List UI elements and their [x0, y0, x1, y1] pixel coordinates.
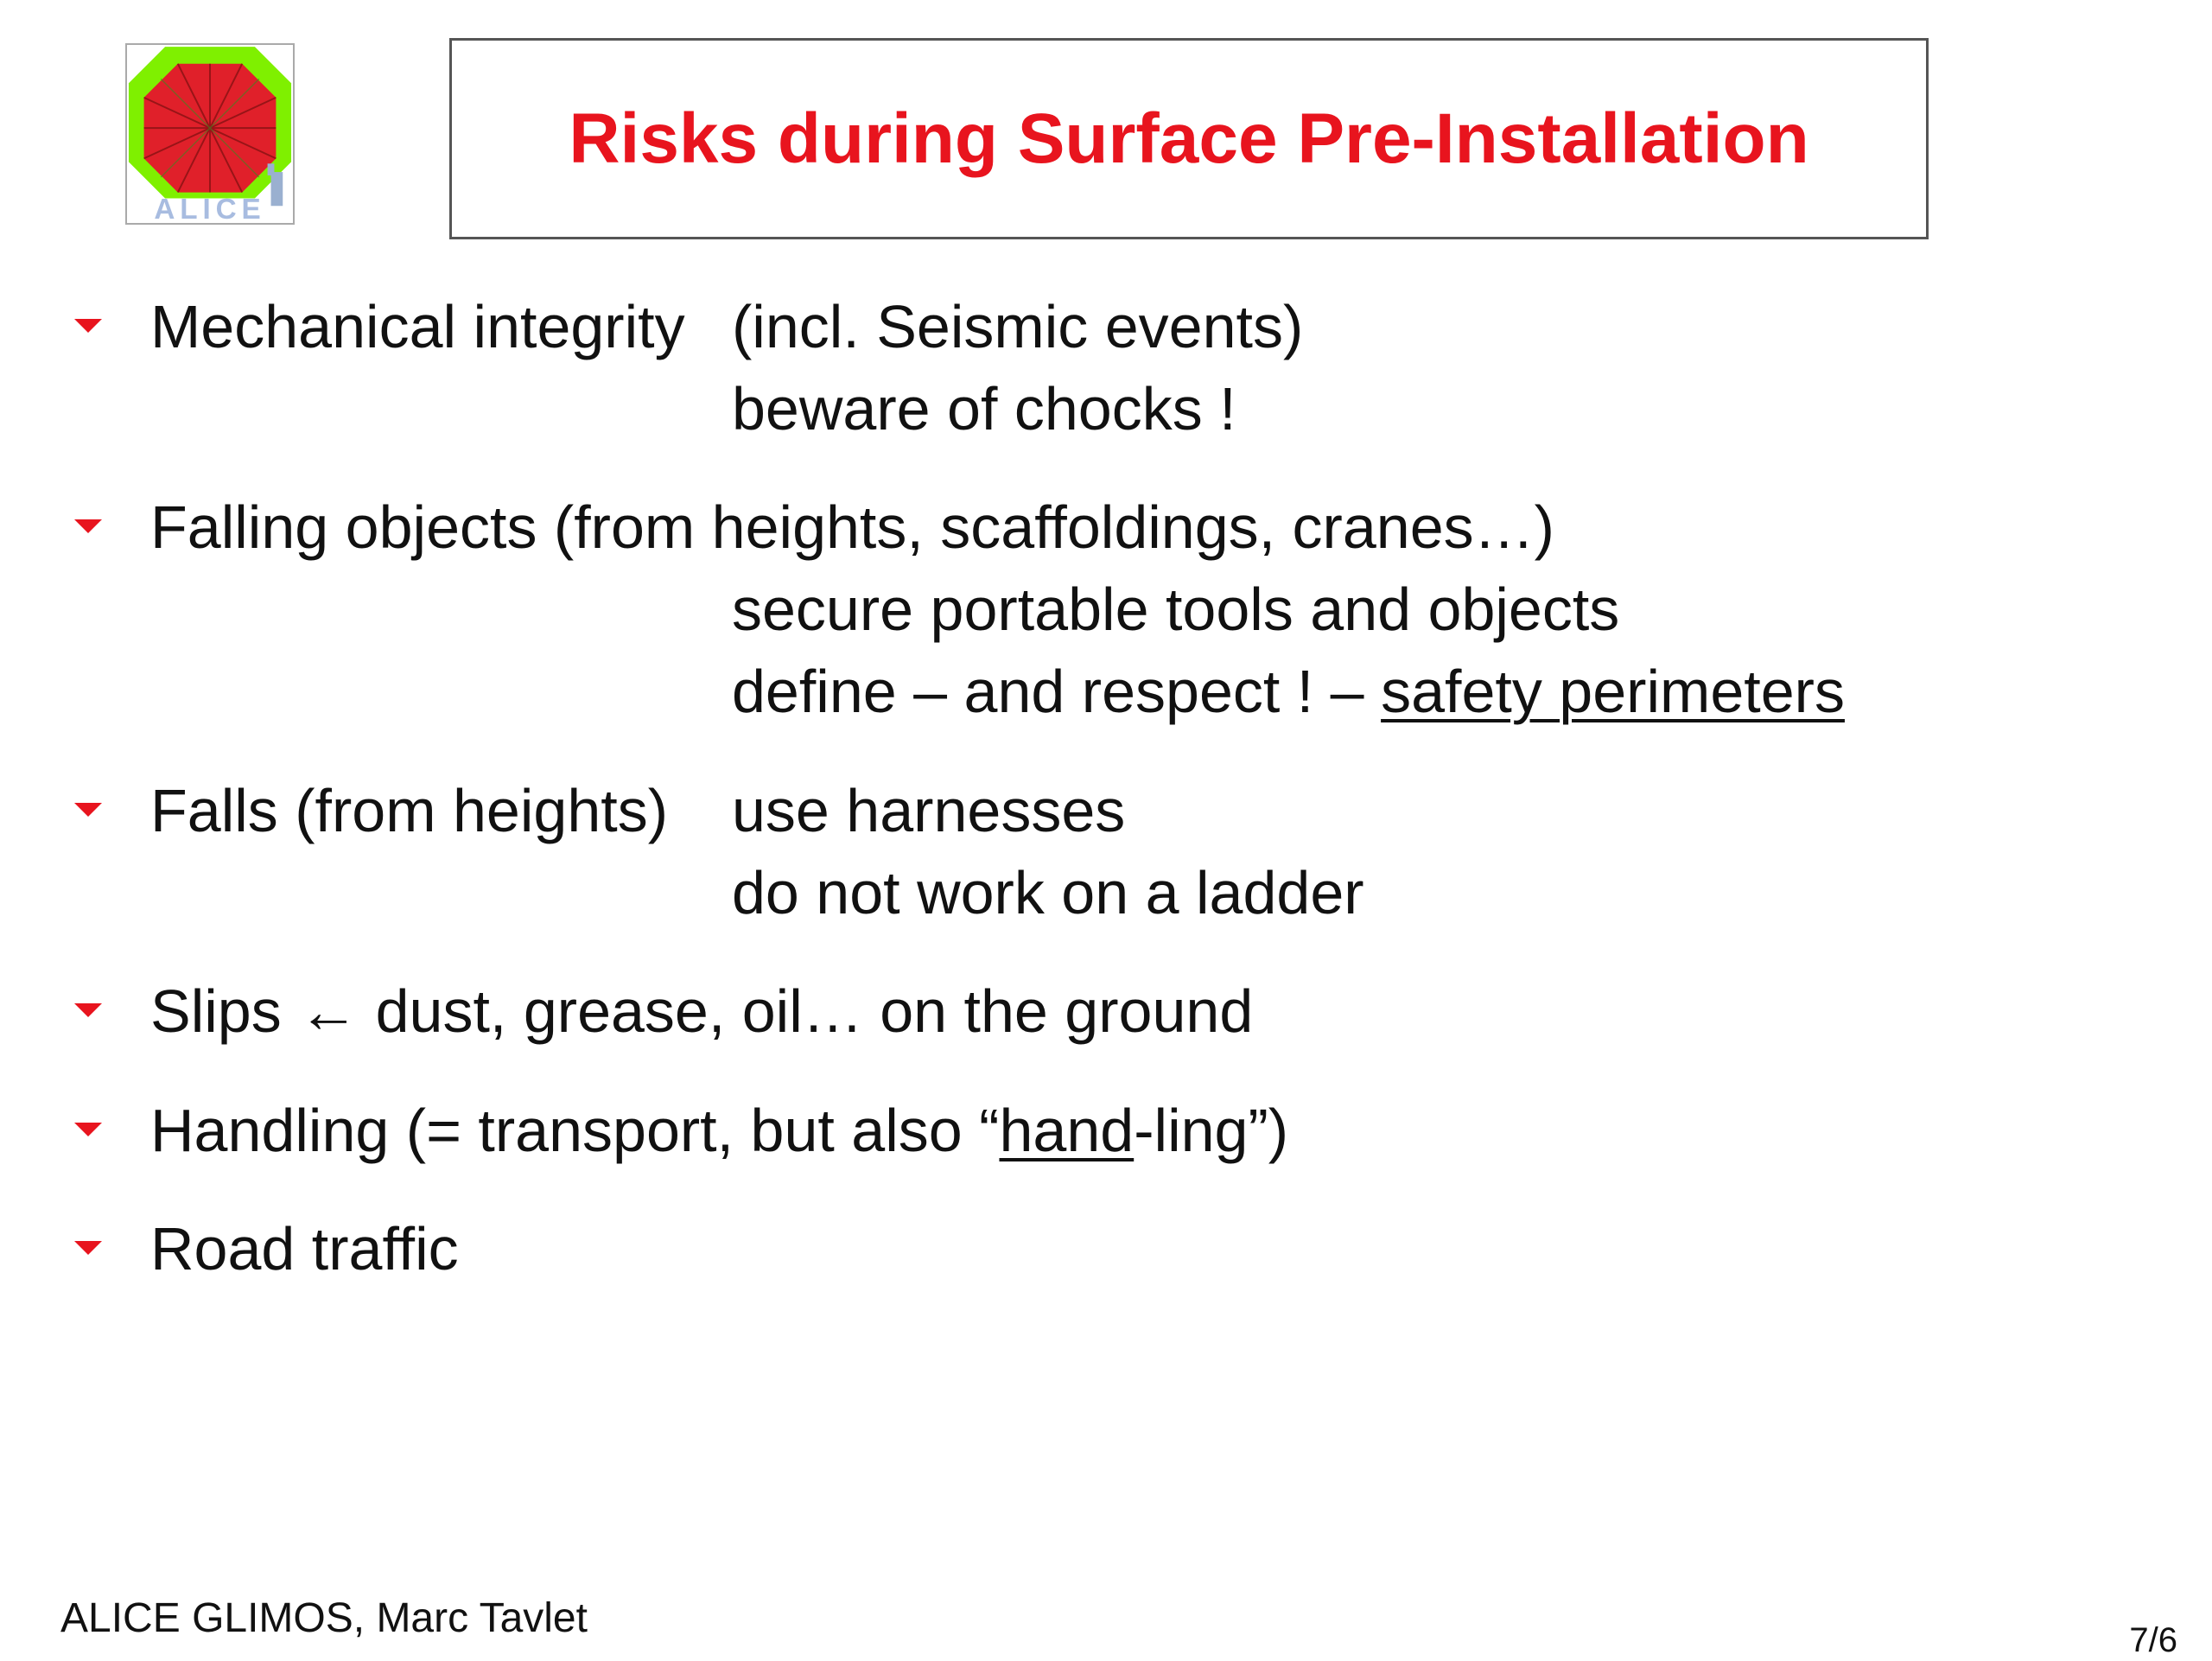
bullet-1-detail: (incl. Seismic events)	[732, 293, 1304, 360]
bullet-5-label	[150, 1096, 1288, 1165]
bullet-5-label-suffix: -ling”)	[1134, 1097, 1289, 1164]
bullet-4-label: Slips ← dust, grease, oil… on the ground	[150, 977, 1254, 1045]
title-box	[449, 38, 1929, 239]
bullet-marker-2	[73, 516, 104, 537]
bullet-3-detail: use harnesses	[732, 777, 1126, 844]
bullet-marker-6	[73, 1238, 104, 1258]
alice-logo-graphic	[127, 45, 293, 223]
slide-title: Risks during Surface Pre-Installation	[569, 99, 1809, 178]
bullet-2-label: Falling objects (from heights, scaffoldings, cranes…)	[150, 493, 1554, 561]
bullet-marker-3	[73, 799, 104, 820]
bullet-2-sub-2	[732, 657, 1845, 726]
bullet-2-sub-2-prefix: define – and respect ! –	[732, 658, 1382, 725]
alice-logo	[125, 43, 295, 225]
bullet-1-sub-1: beware of chocks !	[732, 375, 1236, 442]
footer-author: ALICE GLIMOS, Marc Tavlet	[60, 1595, 588, 1641]
bullet-1-label: Mechanical integrity	[150, 293, 685, 360]
bullet-marker-5	[73, 1119, 104, 1140]
bullet-2-sub-1: secure portable tools and objects	[732, 576, 1620, 643]
bullet-3-label: Falls (from heights)	[150, 777, 669, 844]
bullet-6-label: Road traffic	[150, 1215, 459, 1282]
bullet-3-sub-1: do not work on a ladder	[732, 859, 1364, 926]
bullet-marker-4	[73, 1000, 104, 1021]
page-number: 7/6	[2129, 1621, 2177, 1659]
bullet-5-label-prefix: Handling (= transport, but also “	[150, 1097, 1000, 1164]
safety-perimeters-text: safety perimeters	[1381, 658, 1845, 725]
alice-logo-text: ALICE	[154, 193, 266, 223]
hand-underlined-text: hand	[999, 1097, 1135, 1164]
bullet-marker-1	[73, 315, 104, 336]
